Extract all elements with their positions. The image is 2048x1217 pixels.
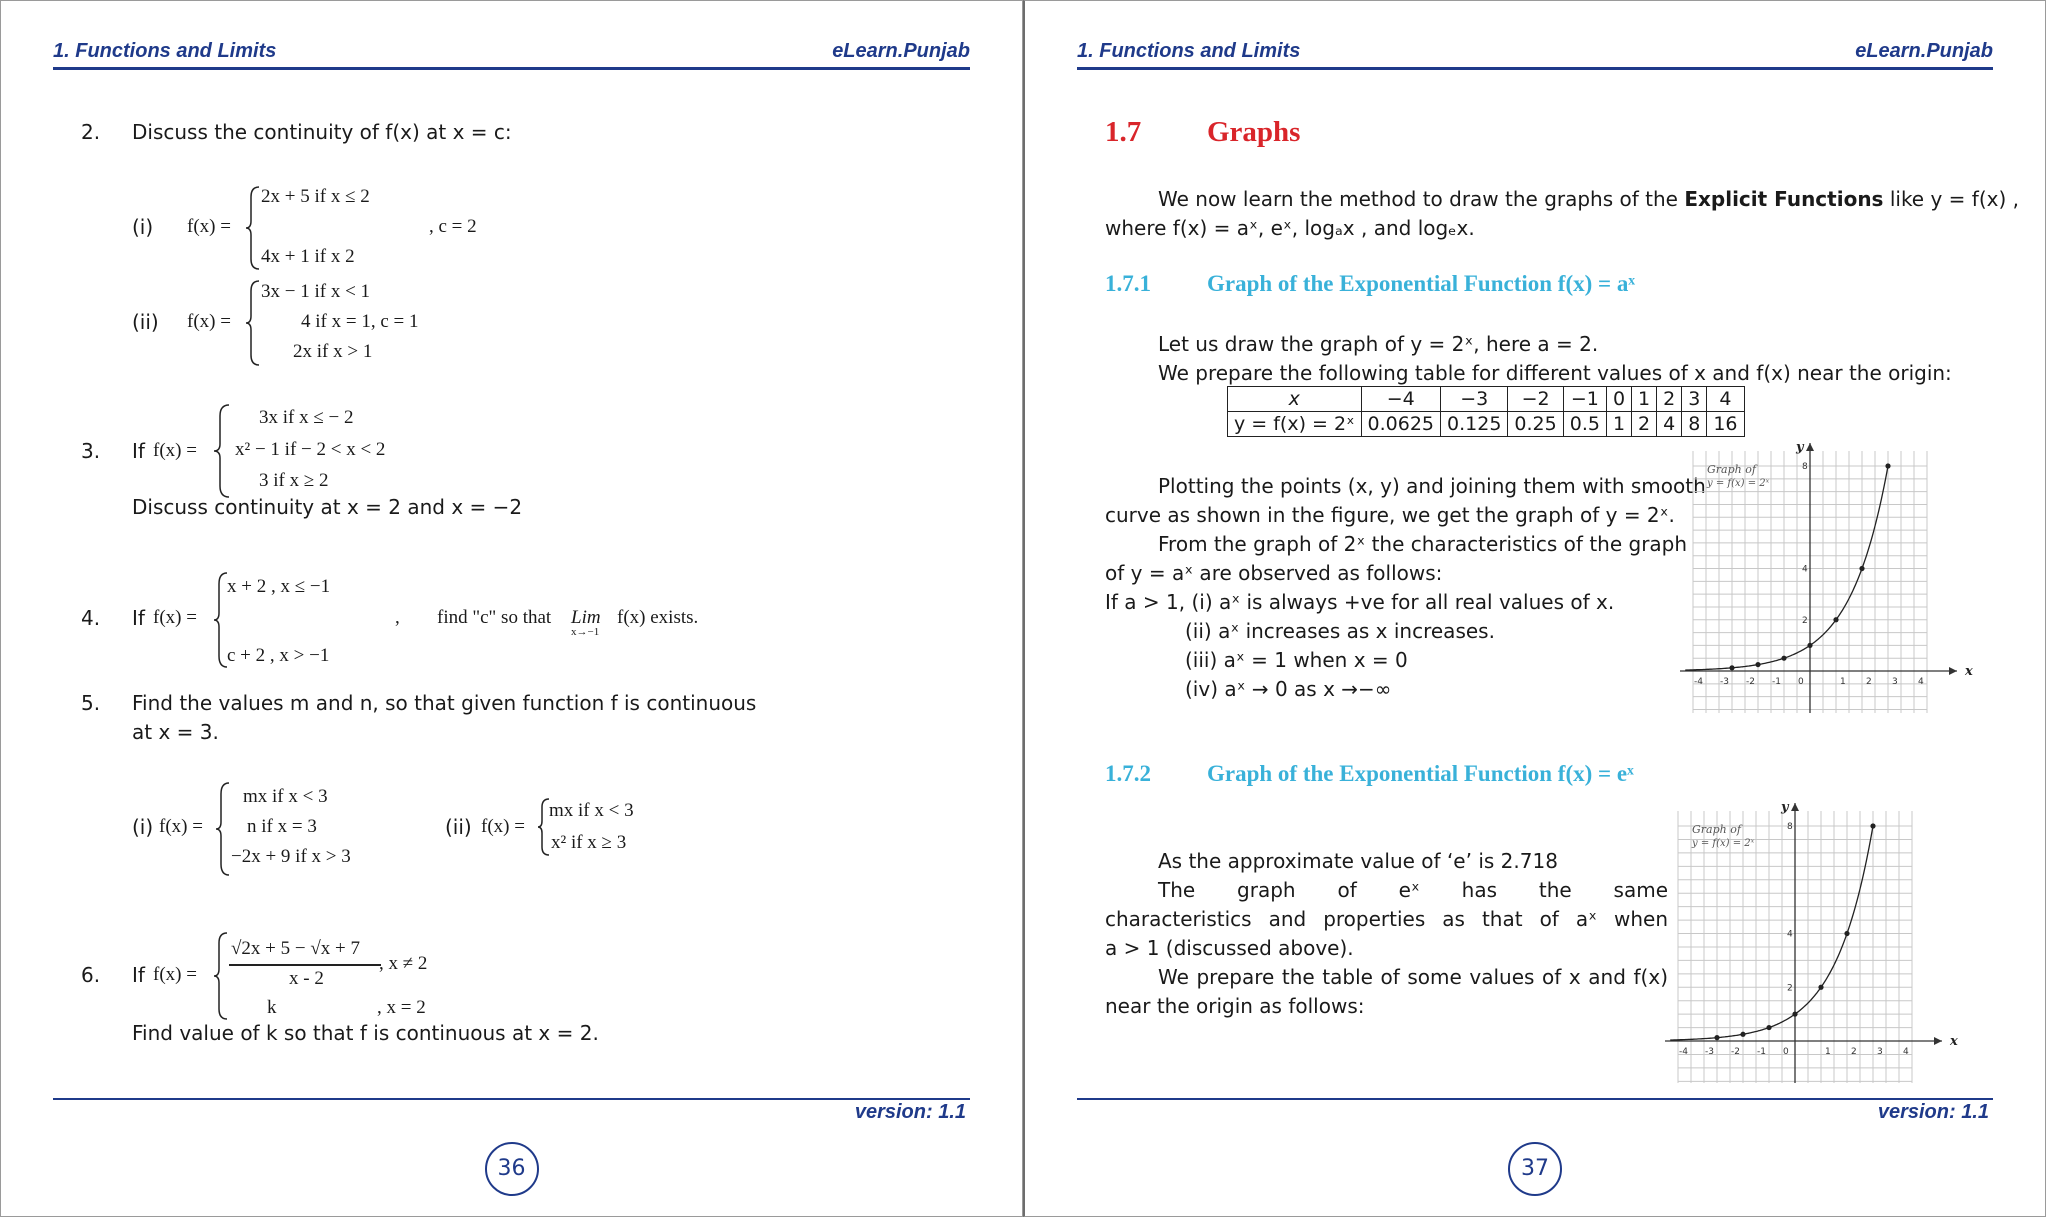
q2-ii-label: (ii)	[132, 310, 159, 334]
q2-ii-brace	[245, 279, 261, 367]
data-point	[1729, 665, 1734, 670]
q2-i-label: (i)	[132, 215, 154, 239]
version-label: version: 1.1	[1877, 1101, 1989, 1123]
footer-rule	[1077, 1098, 1993, 1100]
page-number: 36	[485, 1142, 539, 1196]
text-t6: (ii) aˣ increases as x increases.	[1185, 619, 1495, 643]
header-chapter: 1. Functions and Limits	[1077, 40, 1301, 62]
table-cell: 8	[1682, 412, 1707, 437]
q6-fraction-bar	[229, 964, 381, 966]
text-e2: The graph of eˣ has the same	[1158, 878, 1668, 902]
q4-comma: ,	[395, 607, 400, 628]
q6-if: If	[132, 963, 145, 987]
text-t7: (iii) aˣ = 1 when x = 0	[1185, 648, 1408, 672]
graph-label-line1: Graph of	[1707, 463, 1756, 476]
para1: Let us draw the graph of y = 2ˣ, here a = 2.	[1158, 332, 1599, 356]
y-tick-label: 4	[1802, 564, 1808, 575]
x-tick-label: 1	[1825, 1047, 1831, 1057]
text-t4: of y = aˣ are observed as follows:	[1105, 561, 1443, 585]
table-cell: 4	[1657, 412, 1682, 437]
q3-brace	[213, 403, 231, 499]
x-tick-label: -2	[1746, 677, 1755, 687]
q4-number: 4.	[81, 606, 101, 630]
data-point	[1818, 985, 1823, 990]
x-tick-label: -1	[1757, 1047, 1766, 1057]
table-cell: x	[1228, 387, 1362, 412]
q6-brace	[213, 931, 229, 1021]
data-point	[1755, 662, 1760, 667]
table-cell: 16	[1707, 412, 1744, 437]
data-point	[1766, 1025, 1771, 1030]
graph-label-line2: y = f(x) = 2ˣ	[1707, 478, 1770, 489]
x-tick-label: 2	[1866, 677, 1872, 687]
table-cell: 0.25	[1508, 412, 1563, 437]
data-point	[1833, 617, 1838, 622]
x-tick-label: -4	[1694, 677, 1703, 687]
text-t2: curve as shown in the figure, we get the graph of y = 2ˣ.	[1105, 503, 1675, 527]
q6-denominator: x - 2	[289, 968, 324, 989]
q3-row2: x² − 1 if − 2 < x < 2	[235, 439, 386, 460]
q5-i-row2: n if x = 3	[247, 816, 317, 837]
page-37	[1023, 0, 2046, 1217]
table-cell: 0.125	[1441, 412, 1508, 437]
q5-ii-label: (ii)	[445, 815, 472, 839]
x-tick-label: 3	[1892, 677, 1898, 687]
page-header	[53, 37, 970, 70]
y-axis-arrow	[1806, 443, 1814, 451]
table-cell: 0	[1606, 387, 1631, 412]
graph-ex	[1665, 801, 1995, 1101]
footer-rule	[53, 1098, 970, 1100]
q6-after: Find value of k so that f is continuous at x = 2.	[132, 1021, 599, 1045]
x-axis-label: x	[1950, 1034, 1958, 1049]
y-tick-label: 2	[1787, 983, 1793, 994]
x-tick-label: 2	[1851, 1047, 1857, 1057]
section-title: Graphs	[1207, 116, 1301, 148]
intro-line2: where f(x) = aˣ, eˣ, logₐx , and logₑx.	[1105, 216, 1475, 240]
data-point	[1859, 566, 1864, 571]
para2: We prepare the following table for different values of x and f(x) near the origin:	[1158, 361, 1952, 385]
data-point	[1885, 463, 1890, 468]
x-tick-label: -4	[1679, 1047, 1688, 1057]
table-row	[1228, 387, 1745, 412]
header-brand: eLearn.Punjab	[1855, 40, 1993, 62]
q6-cond1: , x ≠ 2	[379, 953, 428, 974]
table-cell: 1	[1606, 412, 1631, 437]
q4-if: If	[132, 606, 145, 630]
q2-text: Discuss the continuity of f(x) at x = c:	[132, 120, 512, 144]
table-row	[1228, 412, 1745, 437]
graph-label-line2: y = f(x) = 2ˣ	[1692, 838, 1755, 849]
text-e5: We prepare the table of some values of x and f(x)	[1158, 965, 1668, 989]
q4-lim-sub: x→−1	[571, 626, 600, 638]
q5-line2: at x = 3.	[132, 720, 219, 744]
subsection1-title: Graph of the Exponential Function f(x) = aˣ	[1207, 271, 1635, 296]
q5-ii-row2: x² if x ≥ 3	[551, 832, 627, 853]
q6-numerator: √2x + 5 − √x + 7	[231, 938, 361, 959]
x-tick-label: -3	[1720, 677, 1729, 687]
data-point	[1870, 823, 1875, 828]
q5-i-row3: −2x + 9 if x > 3	[231, 846, 351, 867]
q5-number: 5.	[81, 691, 101, 715]
table-cell: 2	[1657, 387, 1682, 412]
y-axis-label: y	[1781, 801, 1789, 815]
text-t5: If a > 1, (i) aˣ is always +ve for all real values of x.	[1105, 590, 1615, 614]
q2-ii-row1: 3x − 1 if x < 1	[261, 281, 371, 302]
data-point	[1844, 931, 1849, 936]
q3-row1: 3x if x ≤ − 2	[259, 407, 354, 428]
q2-number: 2.	[81, 120, 101, 144]
q6-number: 6.	[81, 963, 101, 987]
q5-i-lhs: f(x) =	[159, 816, 203, 837]
table-cell: 1	[1632, 387, 1657, 412]
q4-row2: c + 2 , x > −1	[227, 645, 330, 666]
x-tick-label: 1	[1840, 677, 1846, 687]
q6-cond2: , x = 2	[377, 997, 426, 1018]
q3-number: 3.	[81, 439, 101, 463]
q2-i-row1: 2x + 5 if x ≤ 2	[261, 186, 370, 207]
q3-row3: 3 if x ≥ 2	[259, 470, 329, 491]
page-36	[0, 0, 1023, 1217]
page-number: 37	[1508, 1142, 1562, 1196]
q4-find: find "c" so that	[437, 607, 552, 628]
y-axis-label: y	[1796, 441, 1804, 455]
q2-ii-lhs: f(x) =	[187, 311, 231, 332]
data-point	[1792, 1012, 1797, 1017]
graph-label-line1: Graph of	[1692, 823, 1741, 836]
data-point	[1740, 1032, 1745, 1037]
version-label: version: 1.1	[854, 1101, 966, 1123]
y-tick-label: 8	[1802, 462, 1808, 472]
table-cell: 0.0625	[1361, 412, 1440, 437]
subsection2-number: 1.7.2	[1105, 761, 1151, 786]
table-cell: 3	[1682, 387, 1707, 412]
text-t3: From the graph of 2ˣ the characteristics of the graph	[1158, 532, 1688, 556]
table-cell: −3	[1441, 387, 1508, 412]
q2-ii-row2: 4 if x = 1, c = 1	[301, 311, 419, 332]
x-axis-arrow	[1949, 667, 1957, 675]
q2-i-side: , c = 2	[429, 216, 477, 237]
x-tick-label: 0	[1798, 677, 1804, 687]
q4-lim: Lim	[571, 607, 601, 628]
q4-lhs: f(x) =	[153, 607, 197, 628]
x-tick-label: -3	[1705, 1047, 1714, 1057]
page-header	[1077, 37, 1993, 70]
table-cell: y = f(x) = 2ˣ	[1228, 412, 1362, 437]
table-cell: 2	[1632, 412, 1657, 437]
header-chapter: 1. Functions and Limits	[53, 40, 277, 62]
q2-i-brace	[245, 185, 261, 271]
data-point	[1807, 643, 1812, 648]
x-tick-label: 3	[1877, 1047, 1883, 1057]
q4-exists: f(x) exists.	[617, 607, 699, 628]
q3-lhs: f(x) =	[153, 440, 197, 461]
text-e4: a > 1 (discussed above).	[1105, 936, 1354, 960]
graph-2x	[1680, 441, 2000, 731]
data-point	[1781, 656, 1786, 661]
q2-i-row2: 4x + 1 if x 2	[261, 246, 355, 267]
text-e6: near the origin as follows:	[1105, 994, 1365, 1018]
x-axis-arrow	[1934, 1037, 1942, 1045]
x-tick-label: 4	[1918, 677, 1924, 687]
header-brand: eLearn.Punjab	[832, 40, 970, 62]
y-tick-label: 8	[1787, 822, 1793, 832]
table-cell: −4	[1361, 387, 1440, 412]
table-cell: 0.5	[1563, 412, 1606, 437]
subsection1-number: 1.7.1	[1105, 271, 1151, 296]
q6-row2-k: k	[267, 997, 277, 1018]
q5-ii-row1: mx if x < 3	[549, 800, 634, 821]
q5-i-label: (i)	[132, 815, 154, 839]
section-number: 1.7	[1105, 116, 1142, 148]
q2-i-lhs: f(x) =	[187, 216, 231, 237]
x-tick-label: -1	[1772, 677, 1781, 687]
q5-i-row1: mx if x < 3	[243, 786, 328, 807]
text-t1: Plotting the points (x, y) and joining them with smooth	[1158, 474, 1706, 498]
q3-if: If	[132, 439, 145, 463]
q5-ii-lhs: f(x) =	[481, 816, 525, 837]
table-cell: 4	[1707, 387, 1744, 412]
q5-i-brace	[215, 781, 231, 877]
q2-ii-row3: 2x if x > 1	[293, 341, 373, 362]
x-tick-label: 4	[1903, 1047, 1909, 1057]
x-tick-label: -2	[1731, 1047, 1740, 1057]
q4-row1: x + 2 , x ≤ −1	[227, 576, 331, 597]
table-cell: −2	[1508, 387, 1563, 412]
y-axis-arrow	[1791, 803, 1799, 811]
intro-line1: We now learn the method to draw the graphs of the Explicit Functions like y = f(x) ,	[1158, 187, 2019, 211]
q5-line1: Find the values m and n, so that given function f is continuous	[132, 691, 757, 715]
text-e3: characteristics and properties as that of aˣ when	[1105, 907, 1668, 931]
y-tick-label: 2	[1802, 615, 1808, 626]
q3-after: Discuss continuity at x = 2 and x = −2	[132, 495, 523, 519]
q6-lhs: f(x) =	[153, 964, 197, 985]
x-axis-label: x	[1965, 664, 1973, 679]
text-t8: (iv) aˣ → 0 as x →−∞	[1185, 677, 1392, 701]
subsection2-title: Graph of the Exponential Function f(x) = eˣ	[1207, 761, 1634, 786]
text-e1: As the approximate value of ‘e’ is 2.718	[1158, 849, 1558, 873]
y-tick-label: 4	[1787, 929, 1793, 940]
x-tick-label: 0	[1783, 1047, 1789, 1057]
values-table-2x	[1227, 386, 1745, 437]
table-cell: −1	[1563, 387, 1606, 412]
data-point	[1714, 1035, 1719, 1040]
